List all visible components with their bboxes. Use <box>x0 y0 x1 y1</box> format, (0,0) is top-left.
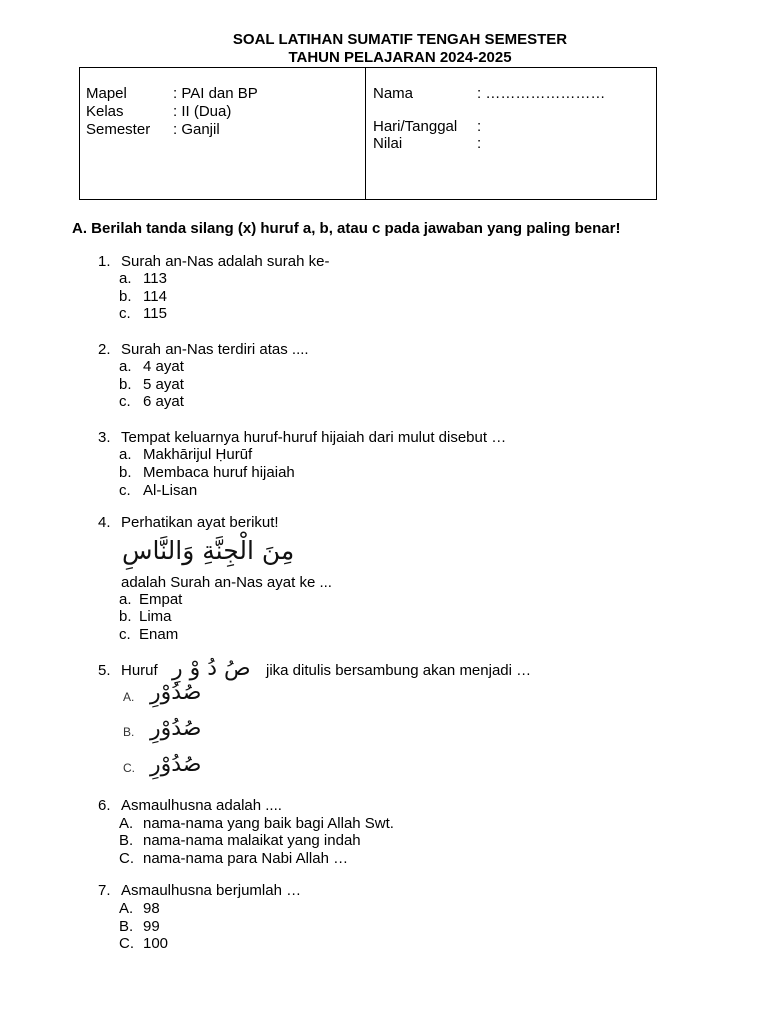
option-text: 98 <box>143 900 160 917</box>
option-text: Membaca huruf hijaiah <box>143 464 295 481</box>
question-text: Surah an-Nas adalah surah ke- <box>121 253 330 270</box>
question-number: 6. <box>98 797 111 814</box>
option-letter: b. <box>119 464 132 481</box>
option-text: 113 <box>143 270 167 287</box>
question-text: Tempat keluarnya huruf-huruf hijaiah dari mulut disebut … <box>121 429 507 446</box>
option-letter: a. <box>119 358 132 375</box>
hari-tanggal-label: Hari/Tanggal <box>373 118 458 135</box>
option-text: Al-Lisan <box>143 482 198 499</box>
option-letter: c. <box>119 393 131 410</box>
option-letter: c. <box>119 482 131 499</box>
question-text-before: Huruf <box>121 662 158 679</box>
info-box <box>79 67 657 200</box>
option-text: nama-nama malaikat yang indah <box>143 832 361 849</box>
option-5b-arabic: صُدُوْرِ <box>150 716 202 741</box>
option-text: Lima <box>139 608 172 625</box>
question-text: adalah Surah an-Nas ayat ke ... <box>121 574 332 591</box>
question-number: 7. <box>98 882 111 899</box>
option-text: 100 <box>143 935 169 952</box>
option-5c-arabic: صُدُوْرِ <box>150 752 202 777</box>
info-box-divider <box>365 68 366 199</box>
option-text: 114 <box>143 288 167 305</box>
option-text: Empat <box>139 591 183 608</box>
hari-tanggal-value: : <box>477 118 482 135</box>
arabic-letters: صُ دُ وْ رِ <box>172 656 251 681</box>
mapel-value: : PAI dan BP <box>173 85 258 102</box>
option-text: 4 ayat <box>143 358 184 375</box>
option-text: 5 ayat <box>143 376 184 393</box>
option-text: Makhārijul Ḥurūf <box>143 446 253 463</box>
option-letter: a. <box>119 446 132 463</box>
nilai-value: : <box>477 135 482 152</box>
option-letter: B. <box>119 918 134 935</box>
option-letter: a. <box>119 591 132 608</box>
option-letter: a. <box>119 270 132 287</box>
nama-label: Nama <box>373 85 414 102</box>
document-title: SOAL LATIHAN SUMATIF TENGAH SEMESTER <box>232 31 568 48</box>
option-5c-letter: C. <box>123 761 135 775</box>
kelas-value: : II (Dua) <box>173 103 232 120</box>
question-number: 2. <box>98 341 111 358</box>
option-letter: b. <box>119 608 132 625</box>
question-text: Surah an-Nas terdiri atas .... <box>121 341 309 358</box>
option-letter: C. <box>119 850 134 867</box>
option-text: Enam <box>139 626 179 643</box>
nilai-label: Nilai <box>373 135 403 152</box>
question-number: 4. <box>98 514 111 531</box>
question-number: 1. <box>98 253 111 270</box>
option-text: 99 <box>143 918 160 935</box>
option-letter: c. <box>119 305 131 322</box>
option-letter: A. <box>119 815 134 832</box>
option-text: nama-nama para Nabi Allah … <box>143 850 349 867</box>
option-5a-letter: A. <box>123 690 135 704</box>
document-subtitle: TAHUN PELAJARAN 2024-2025 <box>288 49 512 66</box>
question-text: Perhatikan ayat berikut! <box>121 514 279 531</box>
option-letter: b. <box>119 288 132 305</box>
option-letter: b. <box>119 376 132 393</box>
question-text: Asmaulhusna berjumlah … <box>121 882 302 899</box>
question-text-after: jika ditulis bersambung akan menjadi … <box>266 662 532 679</box>
question-text: Asmaulhusna adalah .... <box>121 797 282 814</box>
option-text: 115 <box>143 305 167 322</box>
option-letter: B. <box>119 832 134 849</box>
question-number: 5. <box>98 662 111 679</box>
question-number: 3. <box>98 429 111 446</box>
option-letter: A. <box>119 900 134 917</box>
section-a-instruction: A. Berilah tanda silang (x) huruf a, b, atau c pada jawaban yang paling benar! <box>72 220 621 237</box>
nama-value: : …………………… <box>477 85 606 102</box>
option-text: nama-nama yang baik bagi Allah Swt. <box>143 815 394 832</box>
option-letter: C. <box>119 935 134 952</box>
option-5a-arabic: صُدُوْرِ <box>150 680 202 705</box>
semester-label: Semester <box>86 121 151 138</box>
semester-value: : Ganjil <box>173 121 220 138</box>
option-letter: c. <box>119 626 131 643</box>
kelas-label: Kelas <box>86 103 124 120</box>
option-text: 6 ayat <box>143 393 184 410</box>
mapel-label: Mapel <box>86 85 127 102</box>
option-5b-letter: B. <box>123 725 135 739</box>
arabic-verse: مِنَ الْجِنَّةِ وَالنَّاسِ <box>122 536 295 565</box>
